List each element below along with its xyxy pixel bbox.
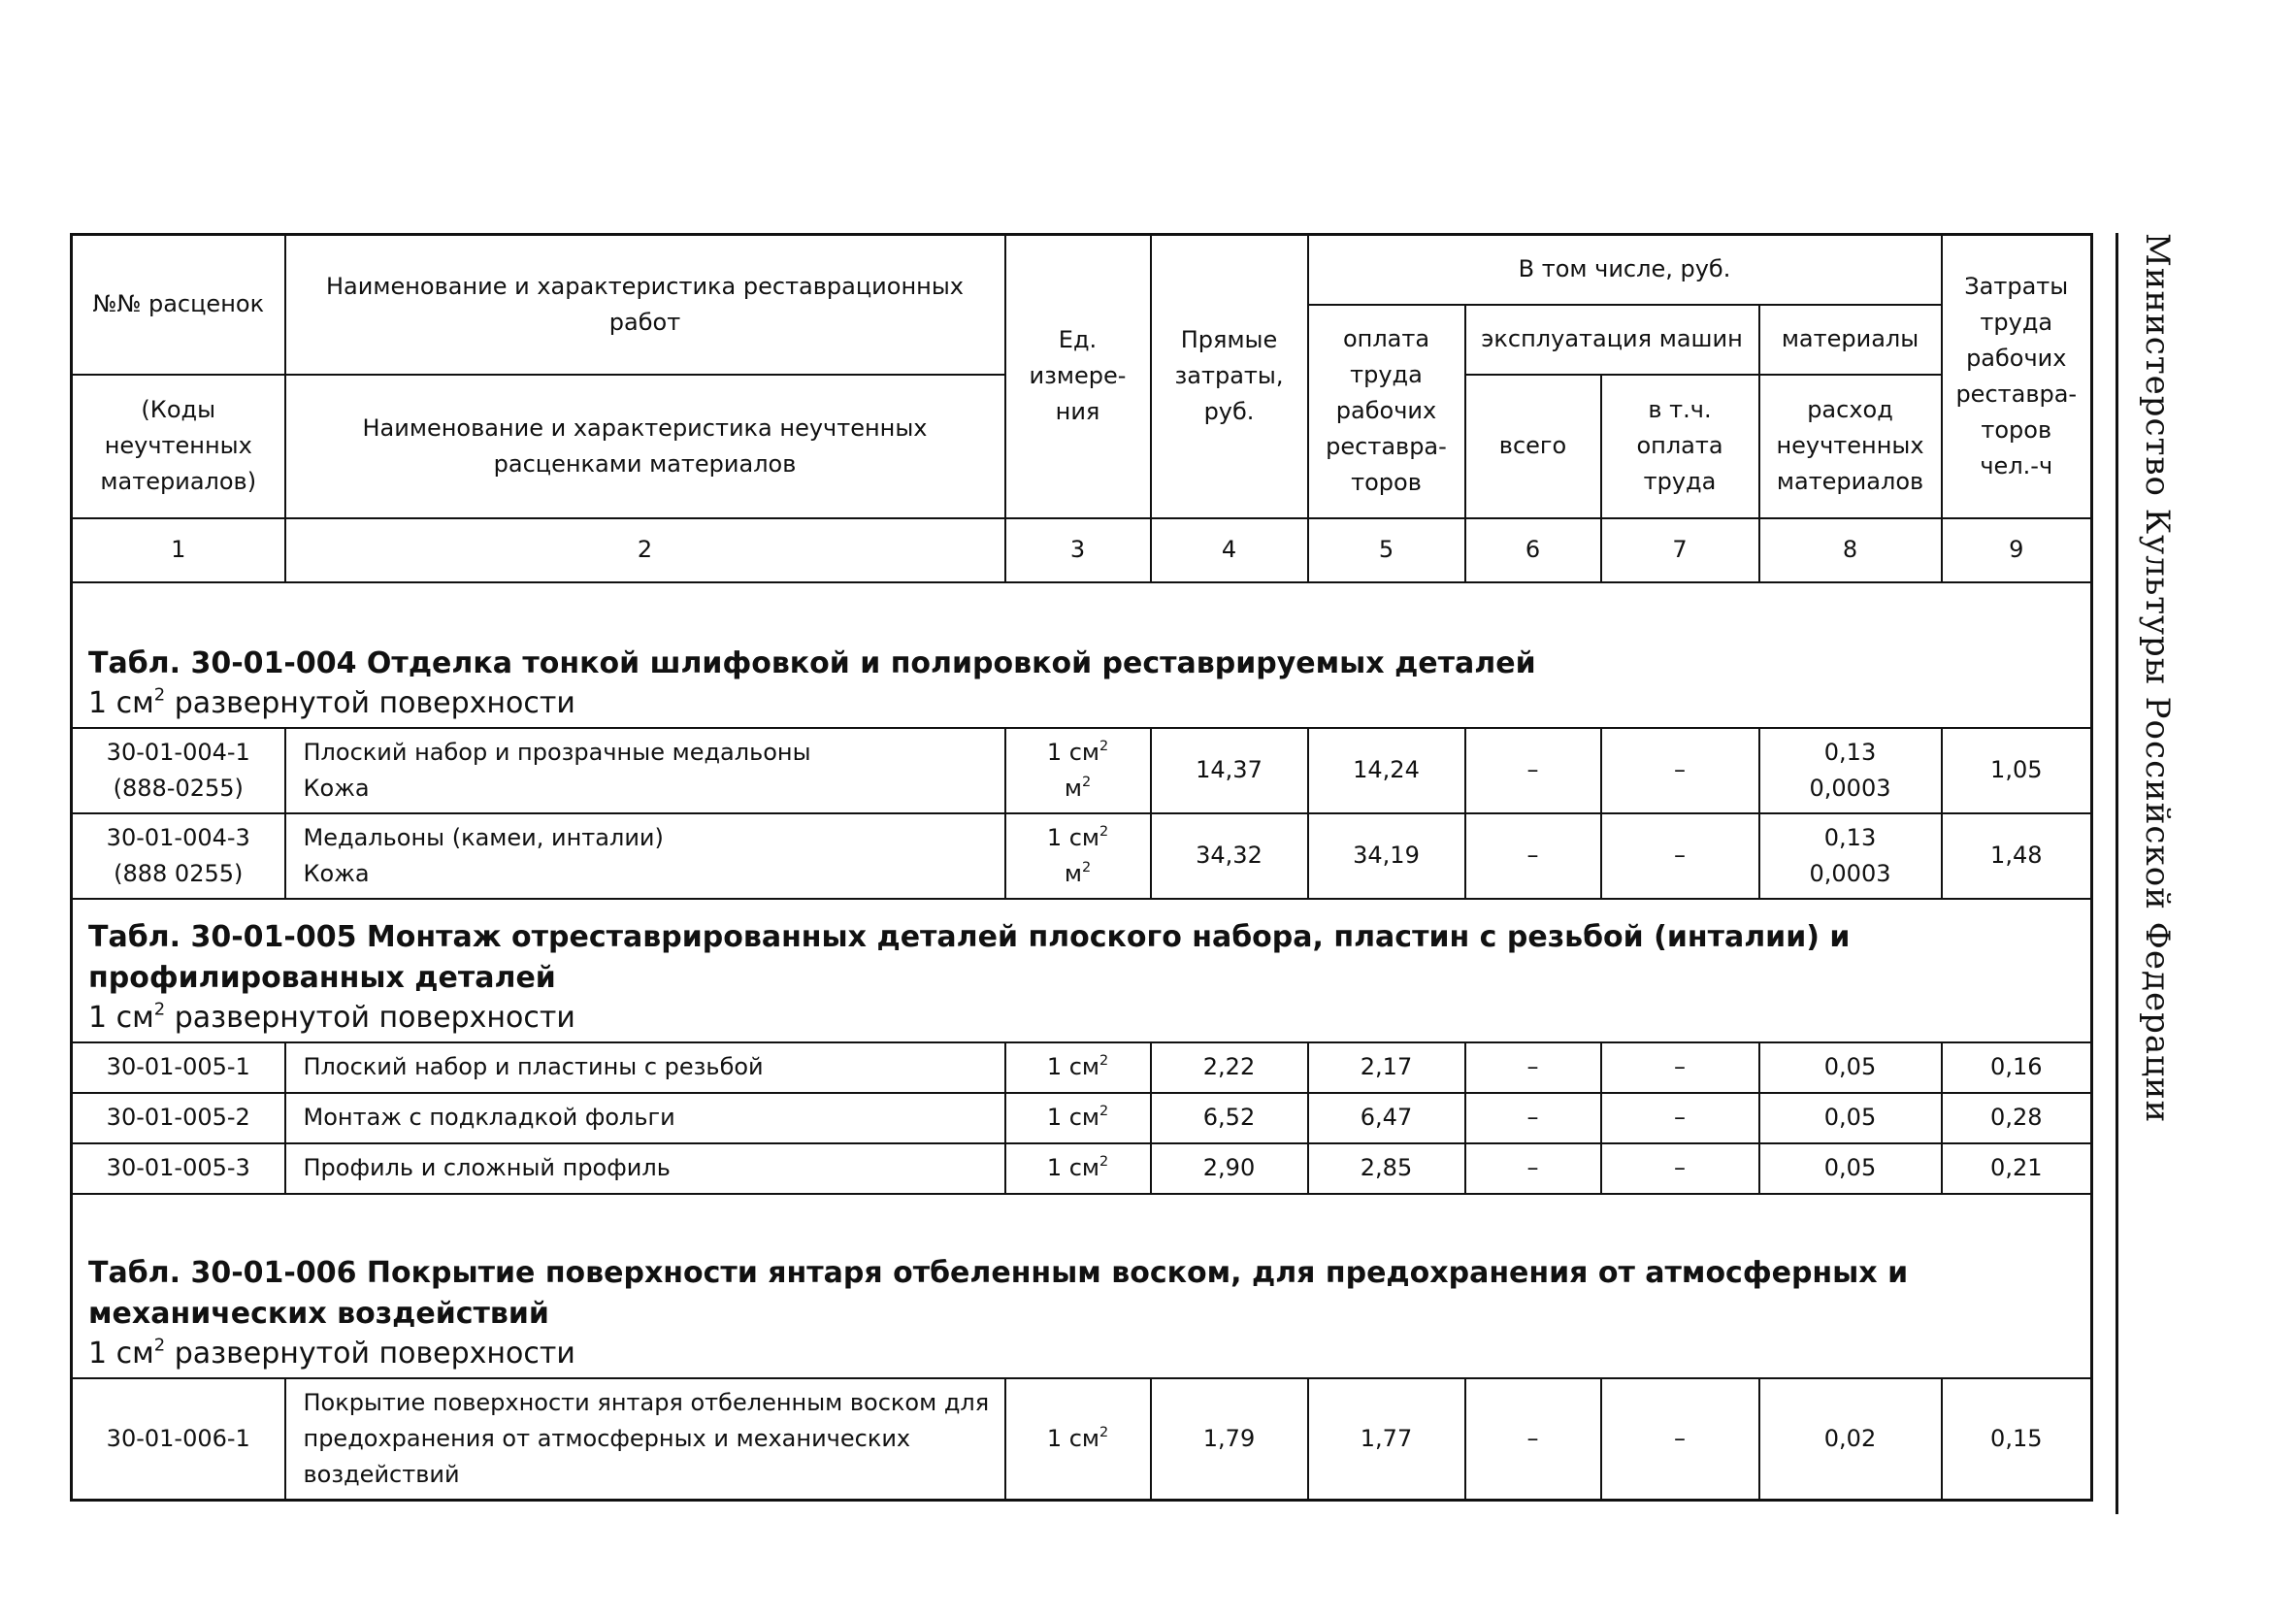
header-materials-consumption: расход неучтенных материалов	[1759, 375, 1942, 518]
materials-cell: 0,05	[1759, 1143, 1942, 1194]
rate-code: 30-01-006-1	[72, 1378, 285, 1501]
machines-labor-cell: –	[1601, 1042, 1759, 1093]
machines-total-cell: –	[1465, 1093, 1601, 1143]
machines-total-cell: –	[1465, 1378, 1601, 1501]
unit-cell: 1 $см^2$ $м^2$	[1005, 728, 1151, 813]
materials-cell: 0,05	[1759, 1042, 1942, 1093]
section-title: Табл. 30-01-005 Монтаж отреставрированных деталей плоского набора, пластин с резьбой (инталии) и профилированных деталей	[88, 919, 1851, 995]
machines-total-cell: –	[1465, 1042, 1601, 1093]
labor-pay-cell: 14,24	[1308, 728, 1465, 813]
section-unit: 1 $см^2$ развернутой поверхности	[88, 1334, 575, 1371]
direct-costs-cell: 2,90	[1151, 1143, 1308, 1194]
header-materials: материалы	[1759, 305, 1942, 375]
labor-pay-cell: 34,19	[1308, 813, 1465, 899]
section-title: Табл. 30-01-006 Покрытие поверхности янтаря отбеленным воском, для предохранения от атмосферных и механических воздействий	[88, 1255, 1909, 1331]
direct-costs-cell: 2,22	[1151, 1042, 1308, 1093]
labor-hours-cell: 0,21	[1942, 1143, 2092, 1194]
header-direct-costs: Прямые затраты, руб.	[1151, 235, 1308, 518]
table-row	[72, 813, 2092, 899]
labor-hours-cell: 1,48	[1942, 813, 2092, 899]
section-heading	[72, 899, 2092, 1042]
header-machines-total: всего	[1465, 375, 1601, 518]
section-unit: 1 $см^2$ развернутой поверхности	[88, 998, 575, 1035]
col-number: 6	[1465, 518, 1601, 582]
labor-hours-cell: 1,05	[1942, 728, 2092, 813]
table-row	[72, 1378, 2092, 1501]
header-rate-numbers: №№ расценок	[72, 235, 285, 375]
rate-code: 30-01-005-2	[72, 1093, 285, 1143]
rate-code: 30-01-005-3	[72, 1143, 285, 1194]
unit-cell: 1 $см^2$	[1005, 1378, 1151, 1501]
materials-cell: 0,05	[1759, 1093, 1942, 1143]
header-labor-hours: Затраты труда рабочих реставра-торов чел.-ч	[1942, 235, 2092, 518]
table-row	[72, 1093, 2092, 1143]
machines-labor-cell: –	[1601, 728, 1759, 813]
work-name: Медальоны (камеи, инталии) Кожа	[285, 813, 1005, 899]
header-labor-pay: оплата труда рабочих реставра-торов	[1308, 305, 1465, 518]
labor-hours-cell: 0,16	[1942, 1042, 2092, 1093]
labor-pay-cell: 6,47	[1308, 1093, 1465, 1143]
col-number: 5	[1308, 518, 1465, 582]
rate-code: 30-01-004-1 (888-0255)	[72, 728, 285, 813]
col-number: 2	[285, 518, 1005, 582]
section-heading	[72, 582, 2092, 728]
table-row	[72, 1143, 2092, 1194]
header-material-names: Наименование и характеристика неучтенных расценками материалов	[285, 375, 1005, 518]
col-number: 9	[1942, 518, 2092, 582]
direct-costs-cell: 1,79	[1151, 1378, 1308, 1501]
labor-hours-cell: 0,15	[1942, 1378, 2092, 1501]
price-table	[70, 233, 2093, 1502]
header-material-codes: (Коды неучтенных материалов)	[72, 375, 285, 518]
materials-cell: 0,13 0,0003	[1759, 728, 1942, 813]
labor-hours-cell: 0,28	[1942, 1093, 2092, 1143]
col-number: 3	[1005, 518, 1151, 582]
machines-labor-cell: –	[1601, 1378, 1759, 1501]
machines-total-cell: –	[1465, 1143, 1601, 1194]
work-name: Монтаж с подкладкой фольги	[285, 1093, 1005, 1143]
col-number: 8	[1759, 518, 1942, 582]
header-unit: Ед. измере-ния	[1005, 235, 1151, 518]
labor-pay-cell: 1,77	[1308, 1378, 1465, 1501]
unit-cell: 1 $см^2$ $м^2$	[1005, 813, 1151, 899]
materials-cell: 0,13 0,0003	[1759, 813, 1942, 899]
col-number: 7	[1601, 518, 1759, 582]
machines-labor-cell: –	[1601, 1093, 1759, 1143]
unit-cell: 1 $см^2$	[1005, 1093, 1151, 1143]
col-number: 1	[72, 518, 285, 582]
labor-pay-cell: 2,17	[1308, 1042, 1465, 1093]
table-row	[72, 1042, 2092, 1093]
header-including-group: В том числе, руб.	[1308, 235, 1942, 305]
work-name: Профиль и сложный профиль	[285, 1143, 1005, 1194]
side-caption: Министерство Культуры Российской Федерации	[2138, 233, 2177, 1124]
header-machines: эксплуатация машин	[1465, 305, 1759, 375]
labor-pay-cell: 2,85	[1308, 1143, 1465, 1194]
col-number: 4	[1151, 518, 1308, 582]
machines-labor-cell: –	[1601, 813, 1759, 899]
rate-code: 30-01-004-3 (888 0255)	[72, 813, 285, 899]
machines-total-cell: –	[1465, 813, 1601, 899]
work-name: Плоский набор и пластины с резьбой	[285, 1042, 1005, 1093]
section-title: Табл. 30-01-004 Отделка тонкой шлифовкой и полировкой реставрируемых деталей	[88, 645, 1536, 680]
machines-total-cell: –	[1465, 728, 1601, 813]
work-name: Покрытие поверхности янтаря отбеленным воском для предохранения от атмосферных и механических воздействий	[285, 1378, 1005, 1501]
direct-costs-cell: 6,52	[1151, 1093, 1308, 1143]
work-name: Плоский набор и прозрачные медальоны Кожа	[285, 728, 1005, 813]
direct-costs-cell: 14,37	[1151, 728, 1308, 813]
machines-labor-cell: –	[1601, 1143, 1759, 1194]
section-unit: 1 $см^2$ развернутой поверхности	[88, 683, 575, 720]
rate-code: 30-01-005-1	[72, 1042, 285, 1093]
materials-cell: 0,02	[1759, 1378, 1942, 1501]
unit-cell: 1 $см^2$	[1005, 1042, 1151, 1093]
header-machines-labor: в т.ч. оплата труда	[1601, 375, 1759, 518]
section-heading	[72, 1194, 2092, 1378]
header-work-name: Наименование и характеристика реставрационных работ	[285, 235, 1005, 375]
table-row	[72, 728, 2092, 813]
unit-cell: 1 $см^2$	[1005, 1143, 1151, 1194]
direct-costs-cell: 34,32	[1151, 813, 1308, 899]
